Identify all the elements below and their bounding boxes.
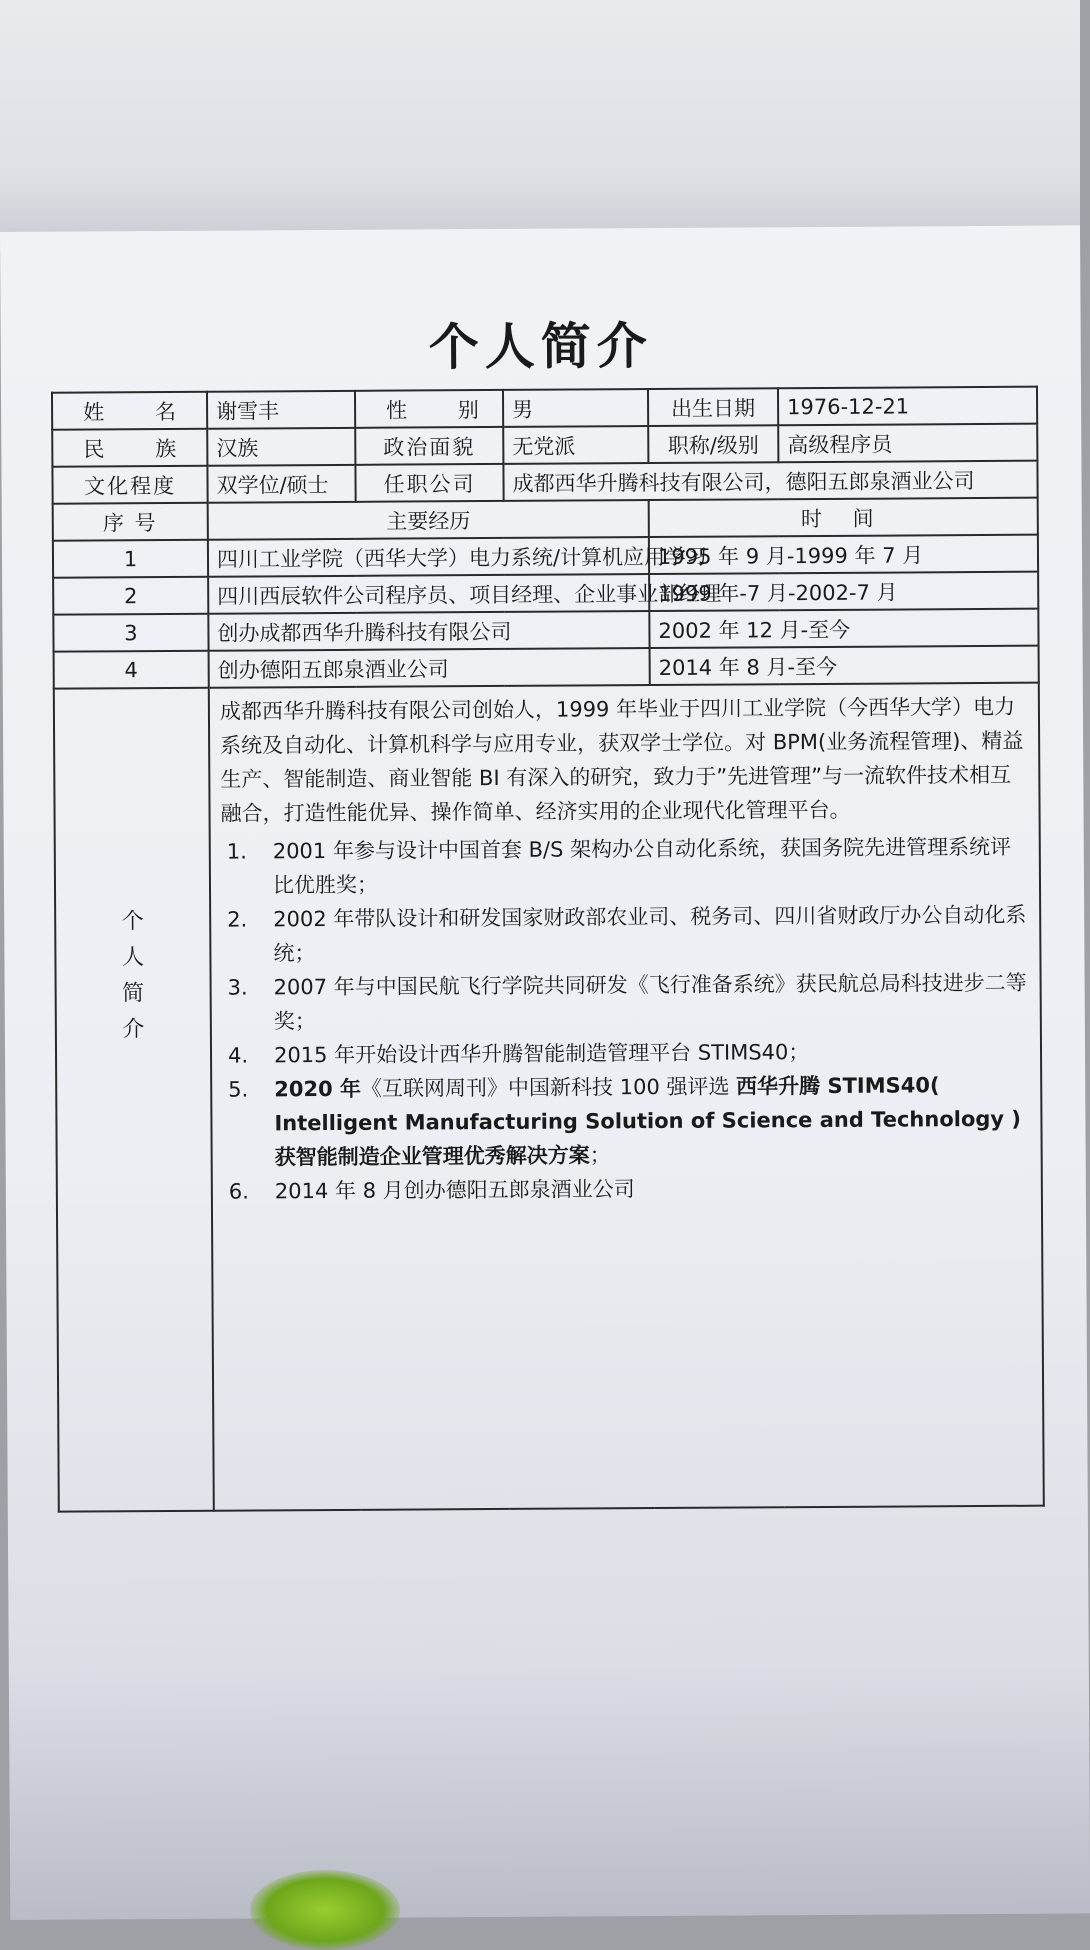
experience-row	[54, 646, 1039, 689]
experience-no: 1	[53, 540, 208, 578]
job-title-value: 高级程序员	[778, 424, 1037, 463]
bio-item-source: 《互联网周刊》中国新科技 100 强评选	[360, 1074, 737, 1101]
resume-table	[51, 386, 1045, 1513]
bio-item-text: 2002 年带队设计和研发国家财政部农业司、税务司、四川省财政厅办公自动化系统；	[273, 902, 1027, 966]
education-label: 文化程度	[52, 466, 207, 504]
experience-no: 2	[53, 577, 208, 615]
bio-intro: 成都西华升腾科技有限公司创始人，1999 年毕业于四川工业学院（今西华大学）电力系统及自动化、计算机科学与应用专业，获双学士学位。对 BPM(业务流程管理)、精益生产、智能制造、商业智能 BI 有深入的研究，致力于”先进管理”与一流软件技术相互融合，打造性能优异、操作简单、经济实用的企业现代化管理平台。	[219, 694, 1024, 826]
bio-item-number: 2.	[227, 907, 248, 932]
bio-label-char: 简	[122, 981, 145, 1007]
bio-list	[221, 830, 1031, 1209]
bio-list-item	[223, 1170, 1031, 1209]
bio-item-punct: ；	[589, 1143, 611, 1168]
bio-item-text	[274, 1068, 1031, 1175]
experience-header-row	[53, 498, 1038, 541]
education-value: 双学位/硕士	[207, 465, 355, 503]
politics-label: 政治面貌	[355, 427, 503, 465]
job-title-label: 职称/级别	[648, 425, 778, 463]
bio-item-number: 3.	[227, 975, 248, 1000]
experience-time: 1995 年 9 月-1999 年 7 月	[649, 535, 1038, 574]
experience-desc: 四川西辰软件公司程序员、项目经理、企业事业部经理	[208, 574, 649, 614]
bio-label-char: 介	[122, 1017, 145, 1043]
info-row-2	[52, 424, 1037, 467]
page-title: 个人简介	[428, 317, 653, 377]
bio-list-item	[221, 898, 1029, 971]
bio-label-char: 个	[121, 909, 144, 935]
experience-row	[53, 535, 1038, 578]
experience-desc: 创办德阳五郎泉酒业公司	[209, 648, 650, 688]
finger-blur	[250, 1870, 400, 1950]
bio-item-text: 2007 年与中国民航飞行学院共同研发《飞行准备系统》获民航总局科技进步二等奖；	[273, 970, 1027, 1034]
employer-label: 任职公司	[355, 464, 503, 502]
employer-value: 成都西华升腾科技有限公司，德阳五郎泉酒业公司	[503, 461, 1037, 501]
bio-row	[54, 683, 1044, 1512]
bio-list-item	[221, 830, 1029, 903]
birth-value: 1976-12-21	[778, 387, 1037, 426]
bio-item-number: 6.	[228, 1179, 249, 1204]
bio-item-number: 4.	[227, 1043, 249, 1068]
bio-list-item	[222, 966, 1030, 1039]
experience-row	[53, 609, 1038, 652]
bio-item-number: 1.	[226, 839, 247, 864]
gender-value: 男	[503, 389, 648, 427]
bio-item-number: 5.	[228, 1077, 249, 1102]
experience-no-header: 序 号	[53, 503, 208, 541]
experience-desc: 创办成都西华升腾科技有限公司	[208, 611, 649, 651]
ethnic-value: 汉族	[207, 428, 355, 466]
experience-main-header: 主要经历	[208, 500, 649, 540]
experience-time: 2002 年 12 月-至今	[649, 609, 1038, 648]
bio-item-award: 西华升腾 STIMS40( Intelligent Manufacturing Solution of Science and Technology ) 获智能制造企业管理优秀解决方案	[274, 1073, 1022, 1170]
experience-desc: 四川工业学院（西华大学）电力系统/计算机应用学习	[208, 537, 649, 577]
bio-item-year: 2020 年	[274, 1076, 362, 1102]
name-value: 谢雪丰	[207, 391, 355, 429]
bio-label-char: 人	[121, 945, 145, 971]
experience-time-header: 时 间	[649, 498, 1038, 537]
experience-row	[53, 572, 1038, 615]
bio-list-item	[222, 1034, 1030, 1073]
document-page	[0, 225, 1090, 1920]
gender-label: 性 别	[355, 390, 503, 428]
bio-item-text: 2001 年参与设计中国首套 B/S 架构办公自动化系统，获国务院先进管理系统评比优胜奖；	[272, 834, 1012, 898]
experience-no: 3	[53, 614, 208, 652]
bio-item-text: 2014 年 8 月创办德阳五郎泉酒业公司	[274, 1177, 635, 1204]
name-label: 姓 名	[52, 392, 207, 430]
bio-list-item	[222, 1068, 1031, 1175]
background-paper	[0, 0, 1080, 252]
bio-item-text: 2015 年开始设计西华升腾智能制造管理平台 STIMS40；	[273, 1040, 810, 1068]
info-row-1	[52, 387, 1037, 430]
ethnic-label: 民 族	[52, 429, 207, 467]
experience-time: 1999 年-7 月-2002-7 月	[649, 572, 1038, 611]
experience-no: 4	[54, 651, 209, 689]
experience-time: 2014 年 8 月-至今	[650, 646, 1039, 685]
bio-label	[54, 688, 214, 1512]
bio-content	[209, 683, 1044, 1511]
birth-label: 出生日期	[648, 388, 778, 426]
politics-value: 无党派	[503, 426, 648, 464]
info-row-3	[52, 461, 1037, 504]
